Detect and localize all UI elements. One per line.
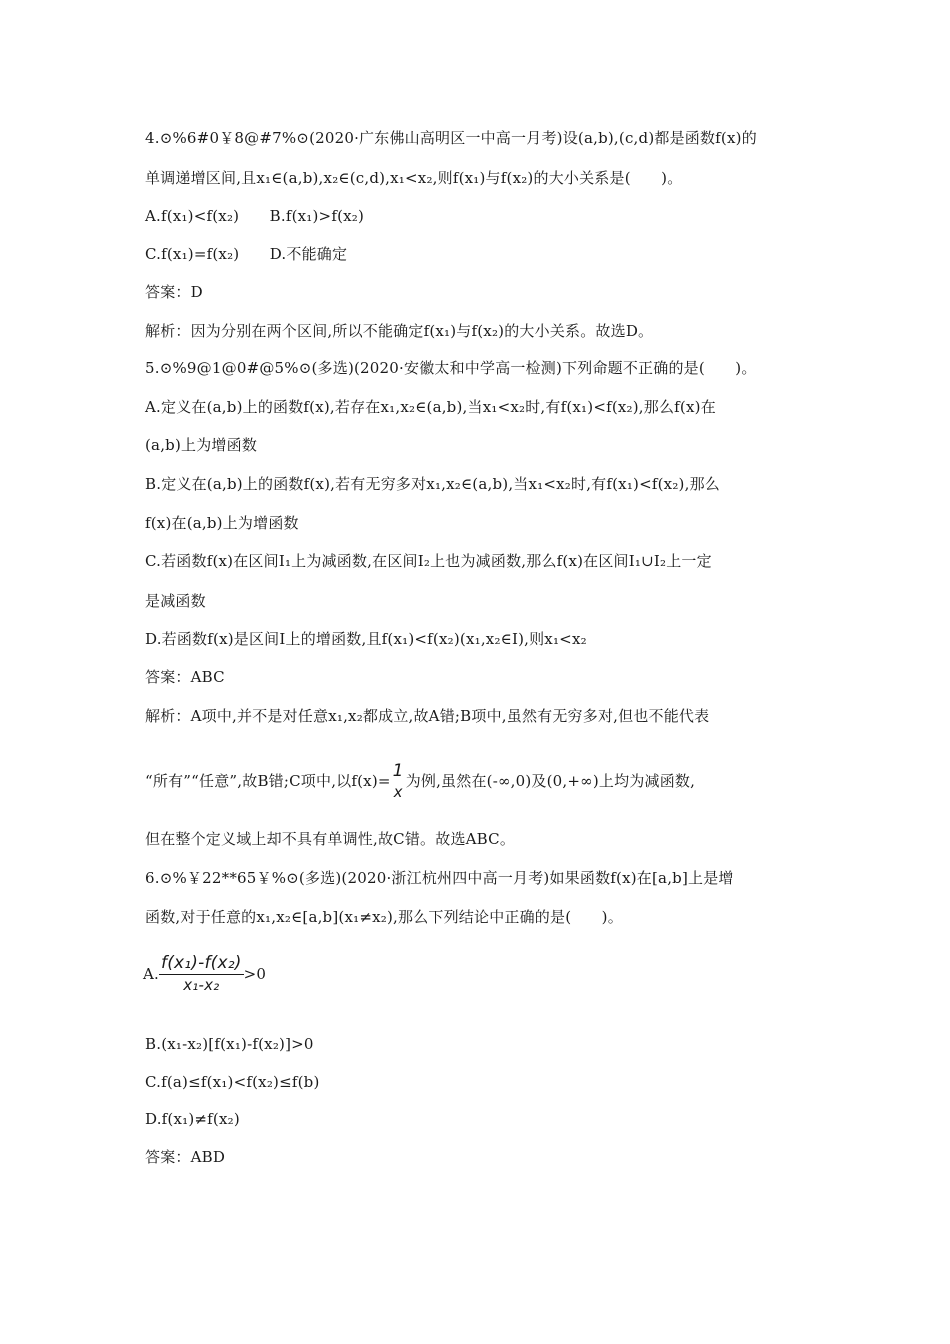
q5-option-b-line-2: f(x)在(a,b)上为增函数 [145, 514, 299, 532]
q5-option-c-line-2: 是减函数 [145, 592, 206, 610]
option-a-denominator: x₁-x₂ [159, 974, 244, 995]
q6-option-a [143, 952, 266, 995]
q4-answer: 答案：D [145, 283, 203, 301]
q4-analysis: 解析：因为分别在两个区间,所以不能确定f(x₁)与f(x₂)的大小关系。故选D。 [145, 322, 654, 340]
q5-analysis-line-1: 解析：A项中,并不是对任意x₁,x₂都成立,故A错;B项中,虽然有无穷多对,但也不能代表 [145, 707, 710, 725]
fraction-denominator: x [393, 783, 403, 801]
q4-stem-line-1: 4.⊙%6#0￥8@#7%⊙(2020·广东佛山高明区一中高一月考)设(a,b),(c,d)都是函数f(x)的 [145, 129, 757, 147]
q5-analysis-line-2 [145, 760, 695, 802]
q5-option-a-line-2: (a,b)上为增函数 [145, 436, 258, 454]
q4-options-cd: C.f(x₁)=f(x₂) D.不能确定 [145, 245, 348, 263]
option-a-suffix: >0 [243, 964, 267, 983]
fraction-one-over-x [391, 760, 406, 802]
q5-option-d: D.若函数f(x)是区间I上的增函数,且f(x₁)<f(x₂)(x₁,x₂∈I),则x₁<x₂ [145, 630, 587, 648]
q6-option-d: D.f(x₁)≠f(x₂) [145, 1110, 240, 1128]
q5-option-a-line-1: A.定义在(a,b)上的函数f(x),若存在x₁,x₂∈(a,b),当x₁<x₂时,有f(x₁)<f(x₂),那么f(x)在 [145, 398, 716, 416]
option-a-numerator: f(x₁)-f(x₂) [161, 953, 242, 973]
q6-option-b: B.(x₁-x₂)[f(x₁)-f(x₂)]>0 [145, 1035, 314, 1053]
q5-answer: 答案：ABC [145, 668, 225, 686]
q5-analysis-line-3: 但在整个定义域上却不具有单调性,故C错。故选ABC。 [145, 830, 516, 848]
q6-stem-line-2: 函数,对于任意的x₁,x₂∈[a,b](x₁≠x₂),那么下列结论中正确的是( )。 [145, 908, 623, 926]
q5-option-b-line-1: B.定义在(a,b)上的函数f(x),若有无穷多对x₁,x₂∈(a,b),当x₁<x₂时,有f(x₁)<f(x₂),那么 [145, 475, 720, 493]
q5-option-c-line-1: C.若函数f(x)在区间I₁上为减函数,在区间I₂上也为减函数,那么f(x)在区间I₁∪I₂上一定 [145, 552, 712, 570]
analysis-text-before: “所有”“任意”,故B错;C项中,以f(x)= [145, 772, 391, 790]
analysis-text-after: 为例,虽然在(-∞,0)及(0,+∞)上均为减函数, [405, 772, 696, 790]
q4-options-ab: A.f(x₁)<f(x₂) B.f(x₁)>f(x₂) [145, 207, 365, 225]
q6-stem-line-1: 6.⊙%￥22**65￥%⊙(多选)(2020·浙江杭州四中高一月考)如果函数f(x)在[a,b]上是增 [145, 869, 734, 887]
fraction-numerator: 1 [392, 761, 404, 781]
q6-answer: 答案：ABD [145, 1148, 226, 1166]
option-a-fraction [159, 952, 244, 995]
q4-stem-line-2: 单调递增区间,且x₁∈(a,b),x₂∈(c,d),x₁<x₂,则f(x₁)与f(x₂)的大小关系是( )。 [145, 169, 683, 187]
q6-option-c: C.f(a)≤f(x₁)<f(x₂)≤f(b) [145, 1073, 320, 1091]
option-a-prefix: A. [143, 964, 160, 983]
q5-stem: 5.⊙%9@1@0#@5%⊙(多选)(2020·安徽太和中学高一检测)下列命题不正确的是( )。 [145, 359, 757, 377]
